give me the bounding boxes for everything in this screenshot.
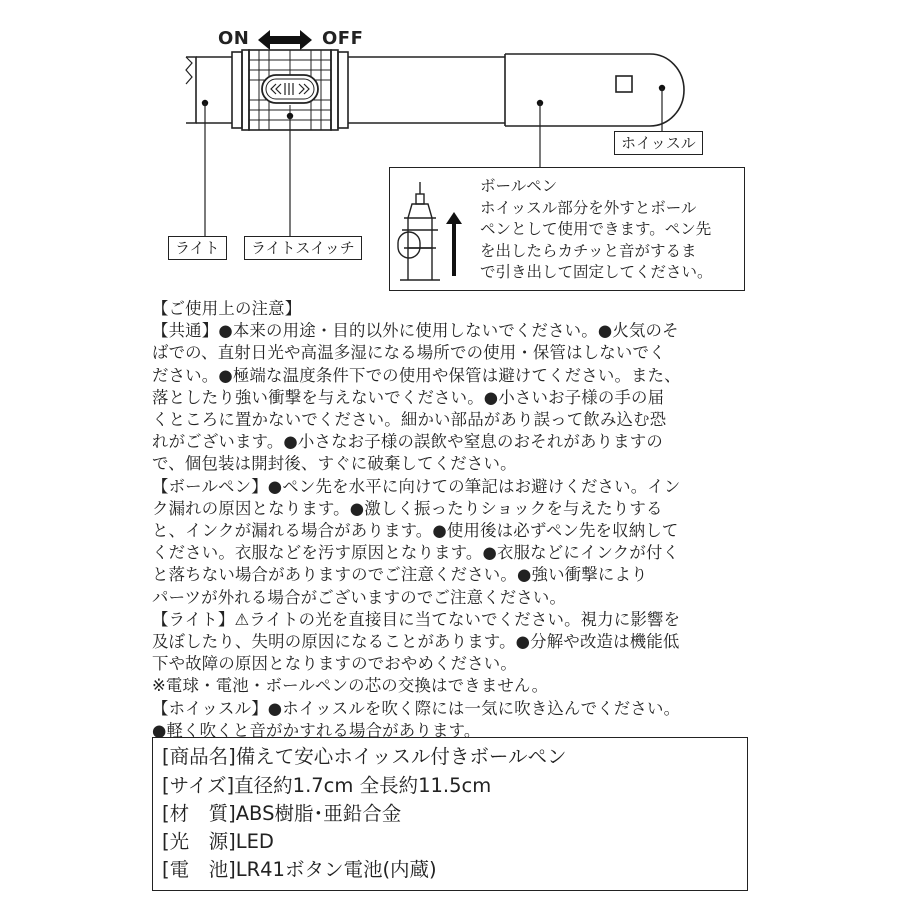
ballpoint-info-line: ホイッスル部分を外すとボール [480, 198, 697, 217]
notes-line: 【ご使用上の注意】 [152, 299, 302, 318]
notes-line: 及ぼしたり、失明の原因になることがあります。●分解や改造は機能低 [152, 632, 680, 652]
spec-row-battery [162, 858, 437, 882]
notes-line: 【共通】●本来の用途・目的以外に使用しないでください。●火気のそ [152, 321, 679, 341]
ballpoint-info-title: ボールペン [480, 177, 558, 195]
whistle-callout: ホイッスル [614, 131, 703, 155]
spec-value: LED [235, 830, 274, 853]
pen-body-shape [186, 50, 684, 130]
ballpoint-info-line: を出したらカチッと音がするま [480, 241, 697, 260]
usage-notes [152, 298, 752, 742]
on-off-arrow-icon [258, 30, 312, 50]
spec-value: LR41ボタン電池(内蔵) [235, 858, 437, 881]
notes-line: ※電球・電池・ボールペンの芯の交換はできません。 [152, 676, 549, 696]
spec-value: 直径約1.7cm 全長約11.5cm [234, 774, 492, 797]
spec-label: [材 質] [162, 802, 236, 825]
notes-line: 【ボールペン】●ペン先を水平に向けての筆記はお避けください。イン [152, 476, 681, 496]
spec-row-light-source [162, 830, 274, 854]
pen-tip-icon [390, 168, 476, 288]
notes-line: ださい。●極端な温度条件下での使用や保管は避けてください。また、 [152, 365, 681, 385]
spec-row-size [162, 774, 491, 798]
on-label: ON [218, 28, 250, 49]
ballpoint-info-line: で引き出して固定してください。 [480, 263, 713, 281]
spec-box [152, 737, 748, 891]
notes-line: と落ちない場合がありますのでご注意ください。●強い衝撃により [152, 565, 648, 585]
light-callout: ライト [168, 236, 227, 260]
spec-value: 備えて安心ホイッスル付きボールペン [235, 745, 567, 768]
notes-line: 下や故障の原因となりますのでおやめください。 [152, 654, 517, 674]
notes-line: ク漏れの原因となります。●激しく振ったりショックを与えたりする [152, 498, 663, 518]
up-arrow-icon [446, 212, 462, 276]
spec-label: [電 池] [162, 858, 236, 881]
product-diagram [0, 0, 900, 300]
notes-line: ●軽く吹くと音がかすれる場合があります。 [152, 720, 481, 740]
spec-value: ABS樹脂･亜鉛合金 [235, 802, 402, 825]
notes-line: ばでの、直射日光や高温多湿になる場所での使用・保管はしないでく [152, 343, 666, 363]
notes-line: と、インクが漏れる場合があります。●使用後は必ずペン先を収納して [152, 521, 679, 541]
spec-row-material [162, 802, 401, 826]
off-label: OFF [322, 28, 364, 49]
switch-knob-icon [262, 75, 318, 103]
notes-line: パーツが外れる場合がございますのでご注意ください。 [152, 587, 567, 607]
notes-line: 【ライト】⚠ライトの光を直接目に当てないでください。視力に影響を [152, 609, 681, 629]
ballpoint-info-box [389, 167, 745, 291]
notes-line: 【ホイッスル】●ホイッスルを吹く際には一気に吹き込んでください。 [152, 698, 681, 718]
spec-label: [商品名] [162, 745, 236, 768]
ballpoint-info-text [480, 176, 742, 284]
notes-line: 落としたり強い衝撃を与えないでください。●小さいお子様の手の届 [152, 387, 665, 407]
spec-row-name [162, 745, 566, 769]
notes-line: ください。衣服などを汚す原因となります。●衣服などにインクが付く [152, 543, 680, 563]
light-switch-callout: ライトスイッチ [244, 236, 362, 260]
notes-line: れがございます。●小さなお子様の誤飲や窒息のおそれがありますの [152, 432, 663, 452]
notes-line: くところに置かないでください。細かい部品があり誤って飲み込む恐 [152, 410, 667, 430]
ballpoint-info-line: ペンとして使用できます。ペン先 [480, 220, 712, 238]
spec-label: [サイズ] [162, 774, 235, 797]
spec-label: [光 源] [162, 830, 236, 853]
notes-line: で、個包装は開封後、すぐに破棄してください。 [152, 454, 517, 474]
